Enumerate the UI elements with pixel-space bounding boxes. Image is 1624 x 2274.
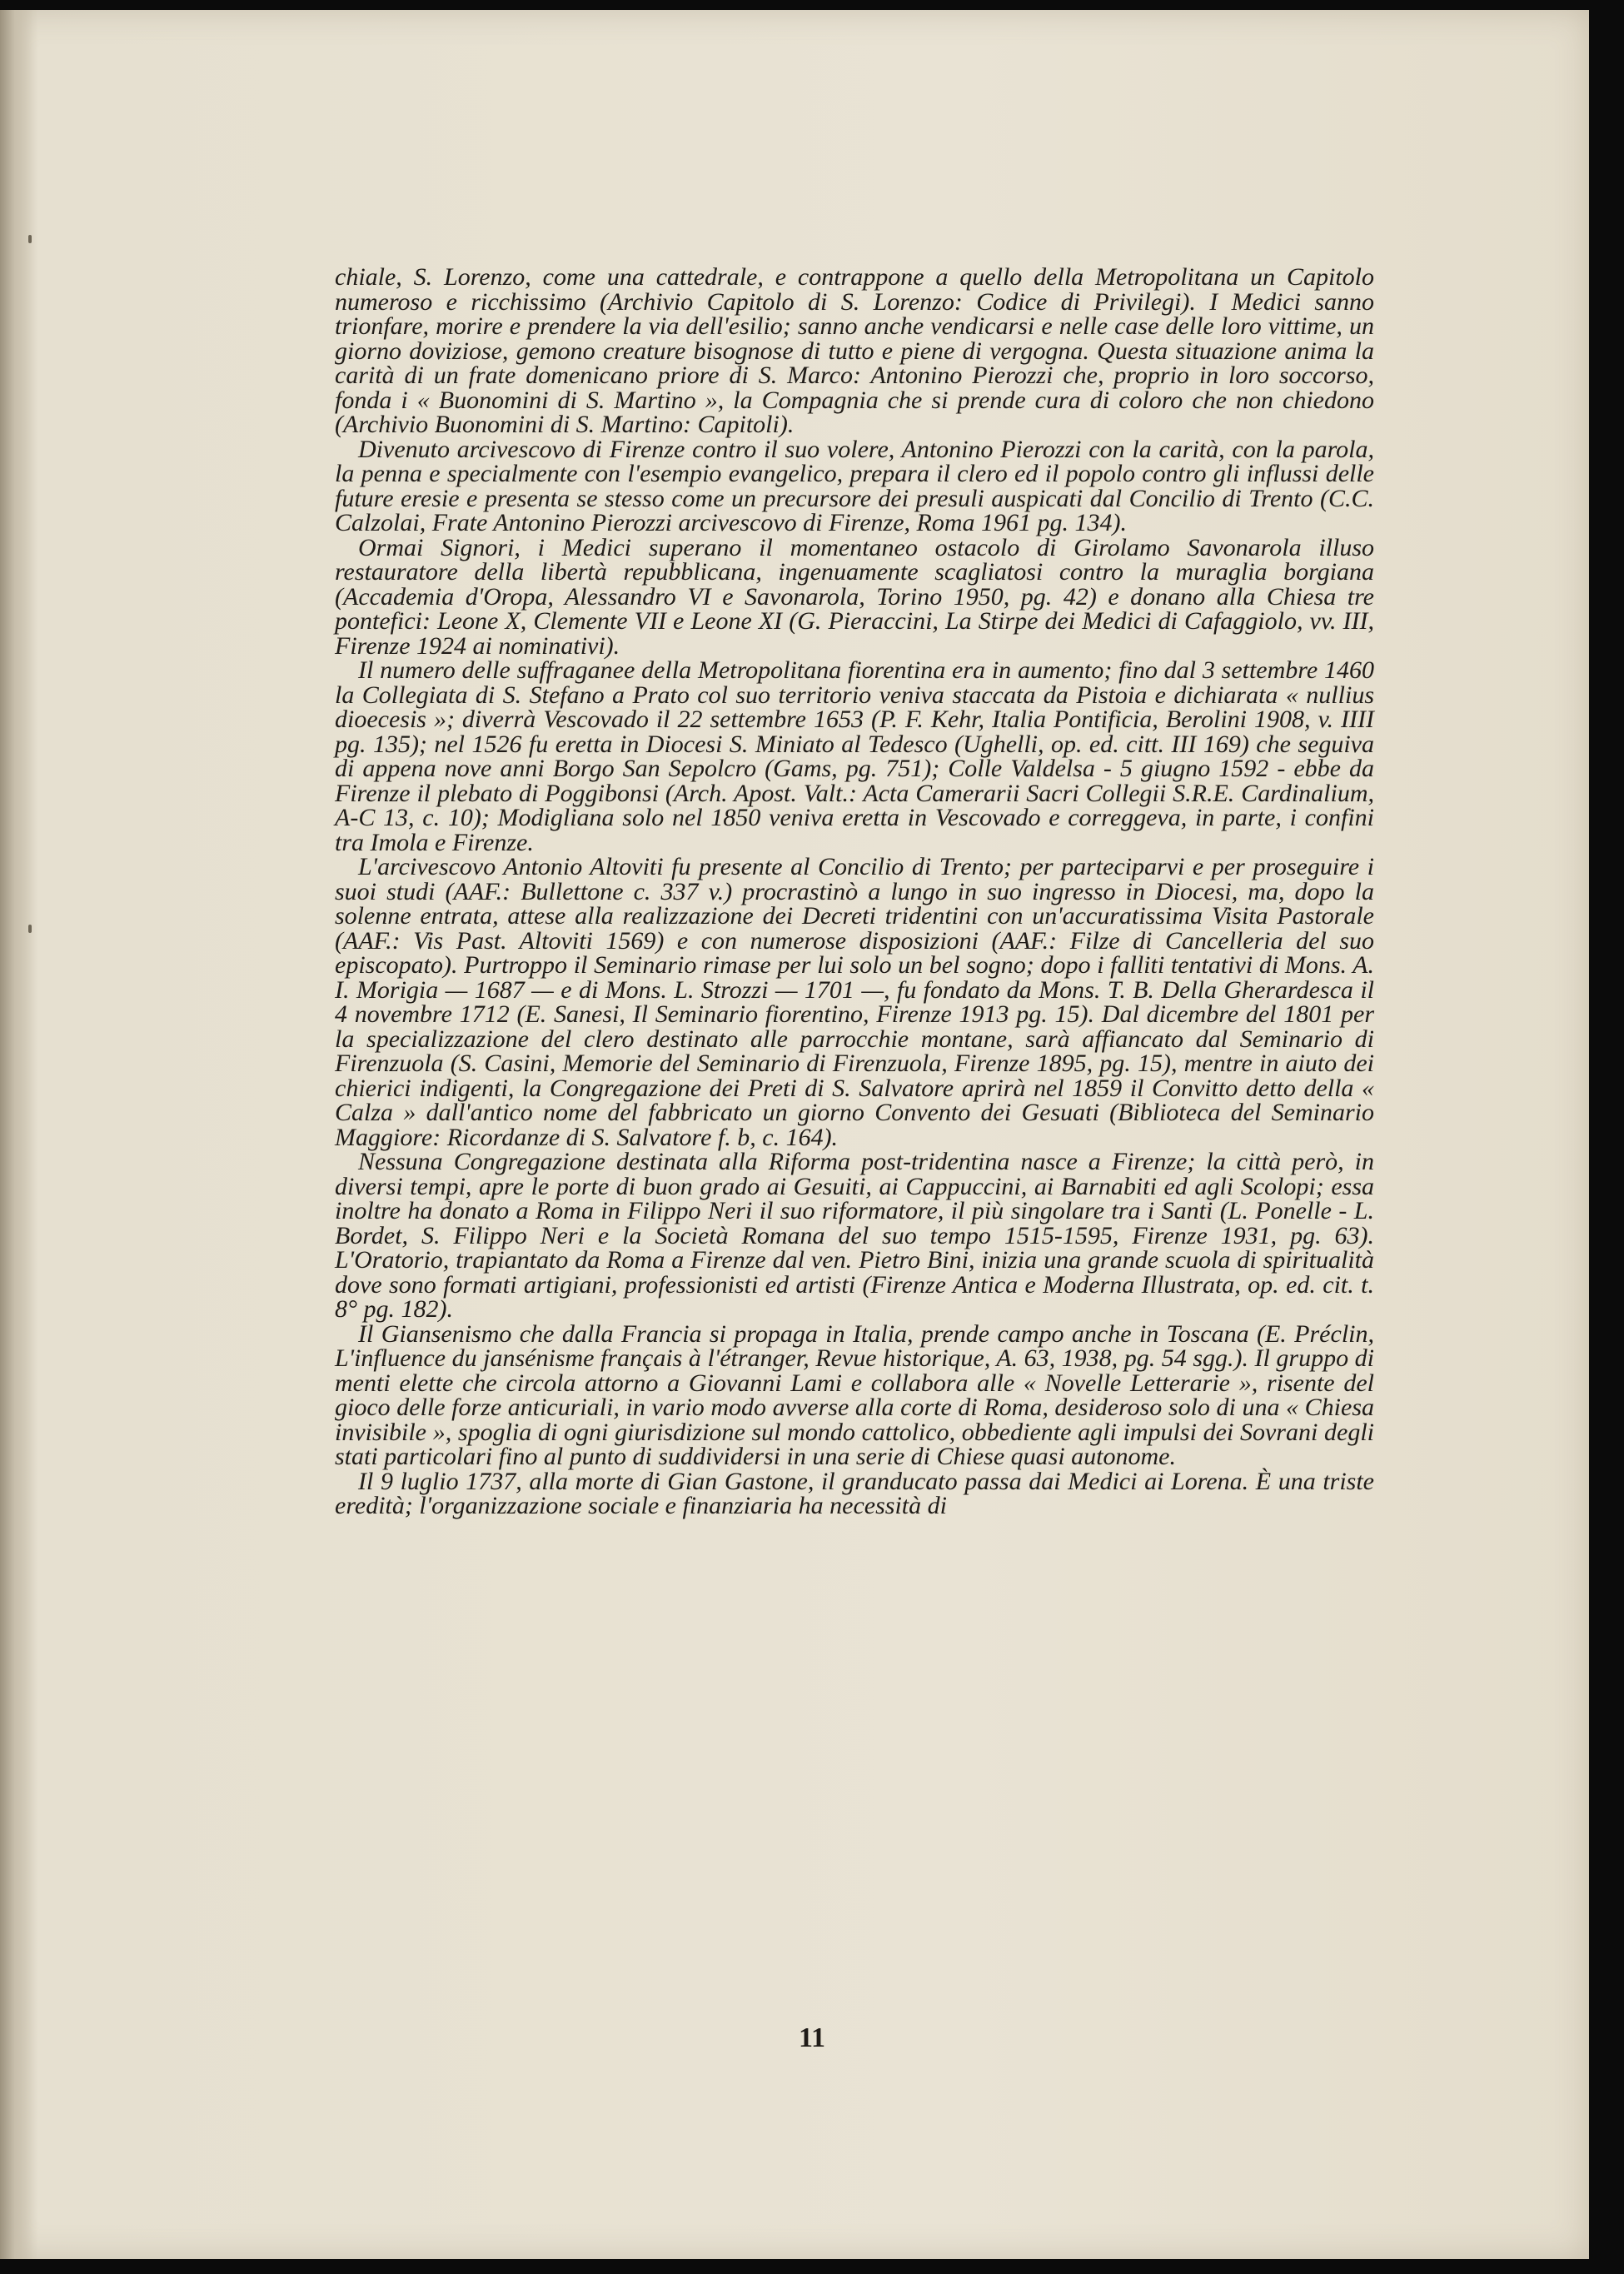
paragraph: Divenuto arcivescovo di Firenze contro il suo volere, Antonino Pierozzi con la carità, con la parola, la penna e specialmente con l'esempio evangelico, prepara il clero ed il popolo contro gli influssi delle future eresie e presenta se stesso come un precursore dei presuli auspicati dal Concilio di Trento (C.C. Calzolai, Frate Antonino Pierozzi arcivescovo di Firenze, Roma 1961 pg. 134). [335, 435, 1374, 536]
page-binding-shadow [0, 10, 38, 2259]
paragraph: chiale, S. Lorenzo, come una cattedrale, e contrappone a quello della Metropolitana un Capitolo numeroso e ricchissimo (Archivio Capitolo di S. Lorenzo: Codice di Privilegi). I Medici sanno trionfare, morire e prendere la via dell'esilio; sanno anche vendicarsi e nelle case delle loro vittime, un giorno doviziose, gemono creature bisognose di tutto e piene di vergogna. Questa situazione anima la carità di un frate domenicano priore di S. Marco: Antonino Pierozzi che, proprio in loro soccorso, fonda i « Buonomini di S. Martino », la Compagnia che si prende cura di coloro che non chiedono (Archivio Buonomini di S. Martino: Capitoli). [335, 263, 1374, 438]
paragraph: Ormai Signori, i Medici superano il momentaneo ostacolo di Girolamo Savonarola illuso restauratore della libertà repubblicana, ingenuamente scagliatosi contro la muraglia borgiana (Accademia d'Oropa, Alessandro VI e Savonarola, Torino 1950, pg. 42) e donano alla Chiesa tre pontefici: Leone X, Clemente VII e Leone XI (G. Pieraccini, La Stirpe dei Medici di Cafaggiolo, vv. III, Firenze 1924 ai nominativi). [335, 533, 1374, 660]
paragraph: Il numero delle suffraganee della Metropolitana fiorentina era in aumento; fino dal 3 settembre 1460 la Collegiata di S. Stefano a Prato col suo territorio veniva staccata da Pistoia e dichiarata « nullius dioecesis »; diverrà Vescovado il 22 settembre 1653 (P. F. Kehr, Italia Pontificia, Berolini 1908, v. IIII pg. 135); nel 1526 fu eretta in Diocesi S. Miniato al Tedesco (Ughelli, op. ed. citt. III 169) che seguiva di appena nove anni Borgo San Sepolcro (Gams, pg. 751); Colle Valdelsa - 5 giugno 1592 - ebbe da Firenze il plebato di Poggibonsi (Arch. Apost. Valt.: Acta Camerarii Sacri Collegii S.R.E. Cardinalium, A-C 13, c. 10); Modigliana solo nel 1850 veniva eretta in Vescovado e correggeva, in parte, i confini tra Imola e Firenze. [335, 656, 1374, 856]
paragraph: Il Giansenismo che dalla Francia si propaga in Italia, prende campo anche in Toscana (E. Préclin, L'influence du jansénisme français à l'étranger, Revue historique, A. 63, 1938, pg. 54 sgg.). Il gruppo di menti elette che circola attorno a Giovanni Lami e collabora alle « Novelle Letterarie », risente del gioco delle forze anticuriali, in vario modo avverse alla corte di Roma, desideroso solo di una « Chiesa invisibile », spoglia di ogni giurisdizione sul mondo cattolico, obbediente agli impulsi dei Sovrani degli stati particolari fino al punto di suddividersi in una serie di Chiese quasi autonome. [335, 1319, 1374, 1470]
body-text [335, 265, 1374, 1518]
page-number: 11 [798, 2022, 826, 2053]
paragraph: Nessuna Congregazione destinata alla Riforma post-tridentina nasce a Firenze; la città però, in diversi tempi, apre le porte di buon grado ai Gesuiti, ai Cappuccini, ai Barnabiti ed agli Scolopi; essa inoltre ha donato a Roma in Filippo Neri il suo riformatore, il più singolare tra i Santi (L. Ponelle - L. Bordet, S. Filippo Neri e la Società Romana del suo tempo 1515-1595, Firenze 1931, pg. 63). L'Oratorio, trapiantato da Roma a Firenze dal ven. Pietro Bini, inizia una grande scuola di spiritualità dove sono formati artigiani, professionisti ed artisti (Firenze Antica e Moderna Illustrata, op. ed. cit. t. 8° pg. 182). [335, 1148, 1374, 1323]
binding-hole [28, 925, 32, 933]
paragraph: Il 9 luglio 1737, alla morte di Gian Gastone, il granducato passa dai Medici ai Lorena. È una triste eredità; l'organizzazione sociale e finanziaria ha necessità di [335, 1467, 1374, 1519]
binding-hole [28, 235, 32, 243]
paragraph: L'arcivescovo Antonio Altoviti fu presente al Concilio di Trento; per parteciparvi e per proseguire i suoi studi (AAF.: Bullettone c. 337 v.) procrastinò a lungo in suo ingresso in Diocesi, ma, dopo la solenne entrata, attese alla realizzazione dei Decreti tridentini con un'accuratissima Visita Pastorale (AAF.: Vis Past. Altoviti 1569) e con numerose disposizioni (AAF.: Filze di Cancelleria del suo episcopato). Purtroppo il Seminario rimase per lui solo un bel sogno; dopo i falliti tentativi di Mons. A. I. Morigia — 1687 — e di Mons. L. Strozzi — 1701 —, fu fondato da Mons. T. B. Della Gherardesca il 4 novembre 1712 (E. Sanesi, Il Seminario fiorentino, Firenze 1913 pg. 15). Dal dicembre del 1801 per la specializzazione del clero destinato alle parrocchie montane, sarà affiancato dal Seminario di Firenzuola (S. Casini, Memorie del Seminario di Firenzuola, Firenze 1895, pg. 15), mentre in aiuto dei chierici indigenti, la Congregazione dei Preti di S. Salvatore aprirà nel 1859 il Convitto detto della « Calza » dall'antico nome del fabbricato un giorno Convento dei Gesuati (Biblioteca del Seminario Maggiore: Ricordanze di S. Salvatore f. b, c. 164). [335, 853, 1374, 1151]
